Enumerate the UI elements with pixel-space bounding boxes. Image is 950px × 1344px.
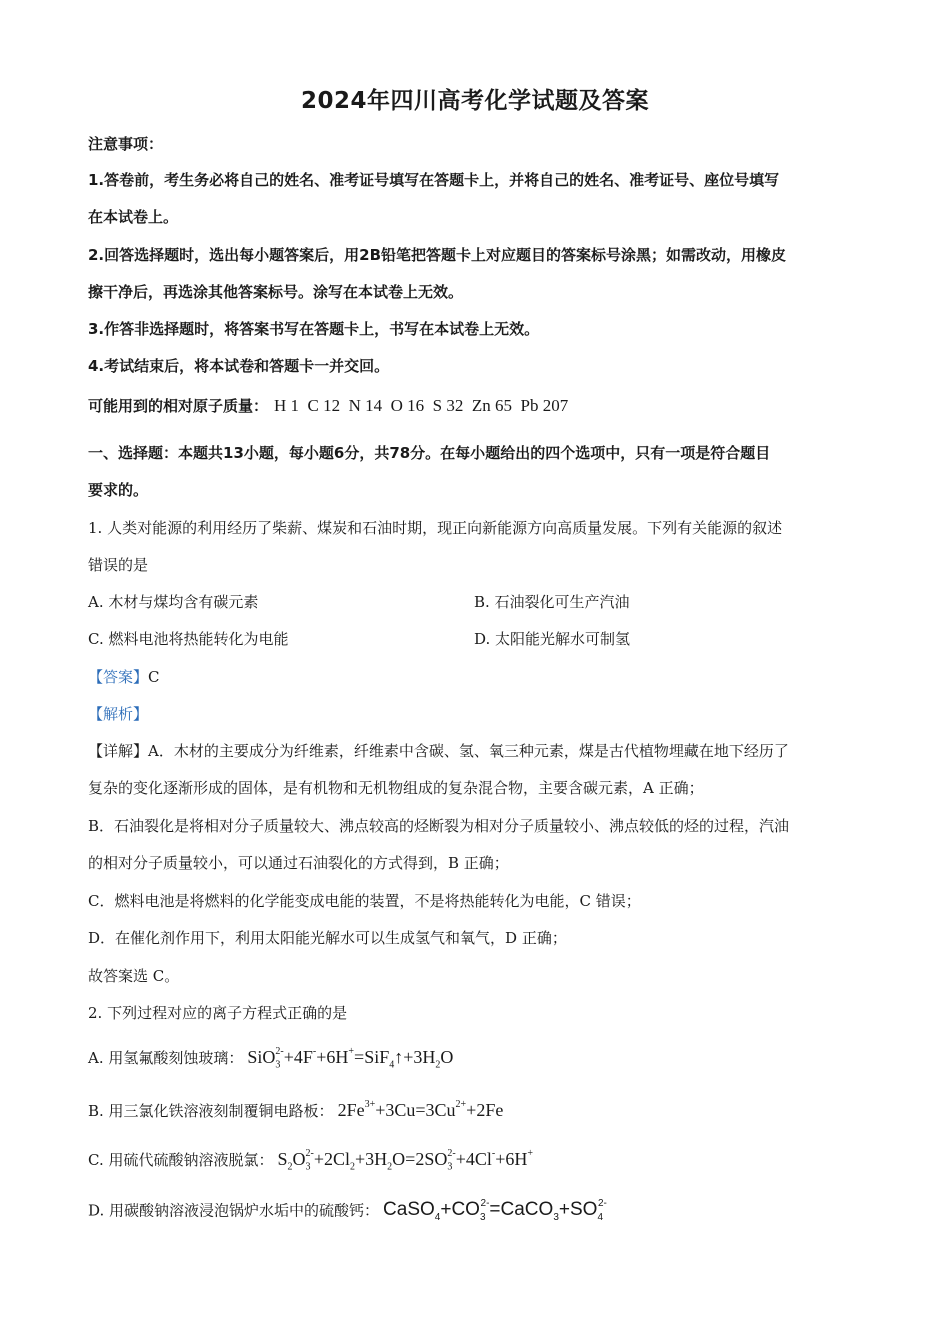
note-item-2-line-1: 2.回答选择题时，选出每小题答案后，用2B铅笔把答题卡上对应题目的答案标号涂黑；如需改动，用橡皮	[88, 246, 787, 264]
q2-option-c-equation: $S_2O_3^{2-}+2Cl_2+3H_2O=2SO_3^{2-}+4Cl^-+6H^+$	[277, 1148, 533, 1173]
q1-detail-line-6: D．在催化剂作用下，利用太阳能光解水可以生成氢气和氧气，D 正确；	[88, 929, 567, 947]
q1-option-b: B. 石油裂化可生产汽油	[474, 593, 630, 611]
q2-option-d-equation: $CaSO_4+CO_3^{2-}=CaCO_3+SO_4^{2-}$	[383, 1198, 607, 1224]
q1-option-c: C. 燃料电池将热能转化为电能	[88, 630, 289, 648]
q1-detail-line-3: B．石油裂化是将相对分子质量较大、沸点较高的烃断裂为相对分子质量较小、沸点较低的烃的过程，汽油	[88, 817, 790, 835]
q2-stem: 2. 下列过程对应的离子方程式正确的是	[88, 1004, 348, 1022]
answer-tag: 【答案】	[88, 668, 149, 686]
q2-option-a-text: A. 用氢氟酸刻蚀玻璃：	[88, 1049, 244, 1067]
q1-detail-line-5: C．燃料电池是将燃料的化学能变成电能的装置，不是将热能转化为电能，C 错误；	[88, 892, 641, 910]
q1-stem-line-1: 1. 人类对能源的利用经历了柴薪、煤炭和石油时期，现正向新能源方向高质量发展。下列有关能源的叙述	[88, 519, 783, 537]
q2-option-a	[88, 1044, 453, 1076]
atomic-mass-values: H 1 C 12 N 14 O 16 S 32 Zn 65 Pb 207	[274, 396, 569, 415]
q2-option-d-text: D. 用碳酸钠溶液浸泡锅炉水垢中的硫酸钙：	[88, 1201, 380, 1220]
q1-detail-line-2: 复杂的变化逐渐形成的固体，是有机物和无机物组成的复杂混合物，主要含碳元素，A 正确；	[88, 779, 704, 797]
atomic-mass-line	[88, 396, 568, 416]
q2-option-b	[88, 1097, 503, 1121]
q2-option-c	[88, 1146, 533, 1178]
q2-option-b-equation: $2Fe^{3+}+3Cu=3Cu^{2+}+2Fe$	[337, 1099, 504, 1120]
note-item-2-line-2: 擦干净后，再选涂其他答案标号。涂写在本试卷上无效。	[88, 283, 464, 301]
note-item-1-line-1: 1.答卷前，考生务必将自己的姓名、准考证号填写在答题卡上，并将自己的姓名、准考证号、座位号填写	[88, 171, 780, 189]
q1-answer	[88, 667, 160, 687]
q1-option-a: A. 木材与煤均含有碳元素	[88, 593, 259, 611]
q2-option-b-text: B. 用三氯化铁溶液刻制覆铜电路板：	[88, 1102, 334, 1120]
note-item-4: 4.考试结束后，将本试卷和答题卡一并交回。	[88, 357, 390, 375]
section-1-line-1: 一、选择题：本题共13小题，每小题6分，共78分。在每小题给出的四个选项中，只有一项是符合题目	[88, 444, 771, 462]
q1-stem-line-2: 错误的是	[88, 556, 149, 574]
q2-option-c-text: C. 用硫代硫酸钠溶液脱氯：	[88, 1151, 274, 1169]
q2-option-d	[88, 1196, 607, 1228]
q1-detail-line-4: 的相对分子质量较小，可以通过石油裂化的方式得到，B 正确；	[88, 854, 509, 872]
notes-heading: 注意事项：	[88, 135, 164, 153]
q1-option-d: D. 太阳能光解水可制氢	[474, 630, 631, 648]
q1-detail-line-1: 【详解】A．木材的主要成分为纤维素，纤维素中含碳、氢、氧三种元素，煤是古代植物埋藏在地下经历了	[88, 742, 789, 760]
answer-value: C	[148, 668, 160, 686]
q1-analysis-tag: 【解析】	[88, 705, 149, 723]
note-item-1-line-2: 在本试卷上。	[88, 208, 179, 226]
q2-option-a-equation: $SiO_3^{2-}+4F^-+6H^+=SiF_4↑+3H_2O$	[247, 1046, 454, 1071]
section-1-line-2: 要求的。	[88, 481, 149, 499]
note-item-3: 3.作答非选择题时，将答案书写在答题卡上，书写在本试卷上无效。	[88, 320, 540, 338]
q1-conclusion: 故答案选 C。	[88, 967, 180, 985]
atomic-mass-label: 可能用到的相对原子质量：	[88, 397, 269, 415]
page-title: 2024年四川高考化学试题及答案	[300, 88, 649, 114]
